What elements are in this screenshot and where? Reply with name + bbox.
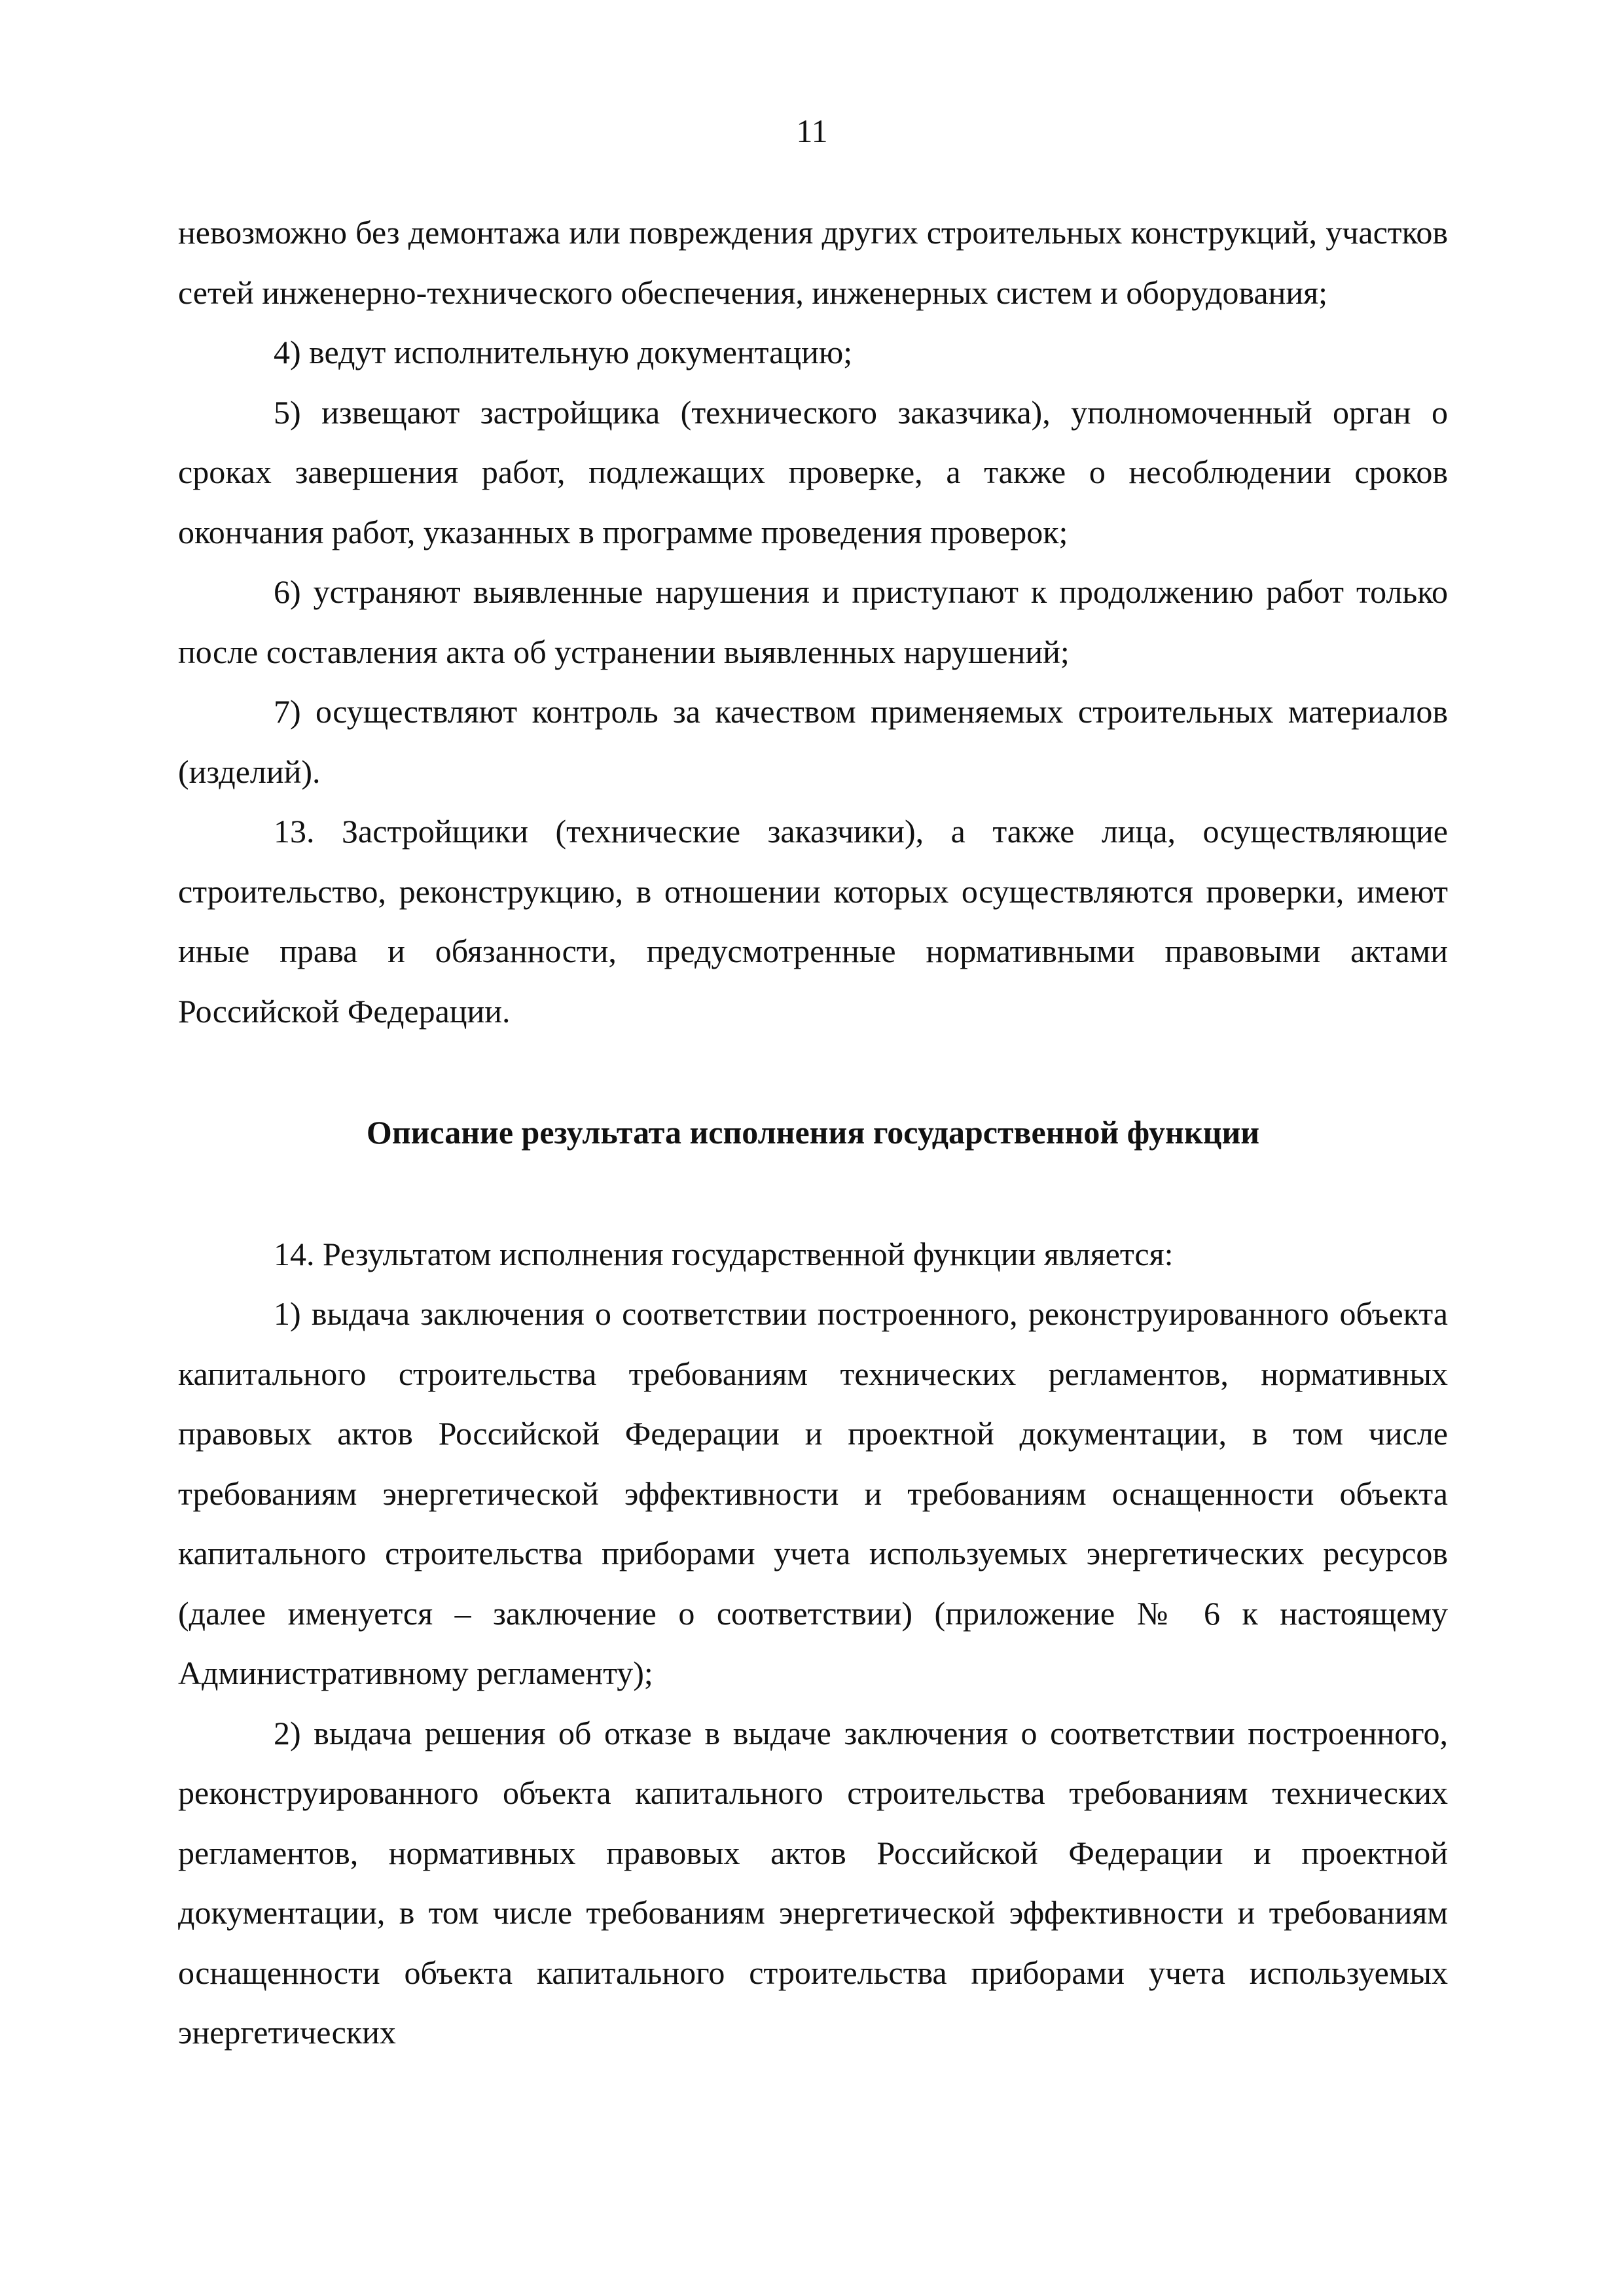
document-body bbox=[178, 203, 1448, 2063]
result-item-2: 2) выдача решения об отказе в выдаче заключения о соответствии построенного, реконструированного объекта капитального строительства требованиям технических регламентов, нормативных правовых актов Российской Федерации и проектной документации, в том числе требованиям энергетической эффективности и требованиям оснащенности объекта капитального строительства приборами учета используемых энергетических bbox=[178, 1714, 1448, 2051]
section-heading: Описание результата исполнения государственной функции bbox=[366, 1114, 1260, 1151]
clause-14: 14. Результатом исполнения государственной функции является: bbox=[274, 1235, 1174, 1272]
page-number: 11 bbox=[796, 113, 828, 149]
list-item-6: 6) устраняют выявленные нарушения и приступают к продолжению работ только после составления акта об устранении выявленных нарушений; bbox=[178, 573, 1448, 670]
paragraph-continuation: невозможно без демонтажа или повреждения других строительных конструкций, участков сетей инженерно-технического обеспечения, инженерных систем и оборудования; bbox=[178, 214, 1448, 311]
list-item-4: 4) ведут исполнительную документацию; bbox=[274, 334, 853, 370]
list-item-5: 5) извещают застройщика (технического заказчика), уполномоченный орган о сроках завершения работ, подлежащих проверке, а также о несоблюдении сроков окончания работ, указанных в программе проведения проверок; bbox=[178, 393, 1448, 550]
result-item-1: 1) выдача заключения о соответствии построенного, реконструированного объекта капитального строительства требованиям технических регламентов, нормативных правовых актов Российской Федерации и проектной документации, в том числе требованиям энергетической эффективности и требованиям оснащенности объекта капитального строительства приборами учета используемых энергетических ресурсов (далее именуется – заключение о соответствии) (приложение № 6 к настоящему Административному регламенту); bbox=[178, 1295, 1448, 1691]
list-item-7: 7) осуществляют контроль за качеством применяемых строительных материалов (изделий). bbox=[178, 693, 1448, 790]
clause-13: 13. Застройщики (технические заказчики), а также лица, осуществляющие строительство, реконструкцию, в отношении которых осуществляются проверки, имеют иные права и обязанности, предусмотренные нормативными правовыми актами Российской Федерации. bbox=[178, 813, 1448, 1030]
